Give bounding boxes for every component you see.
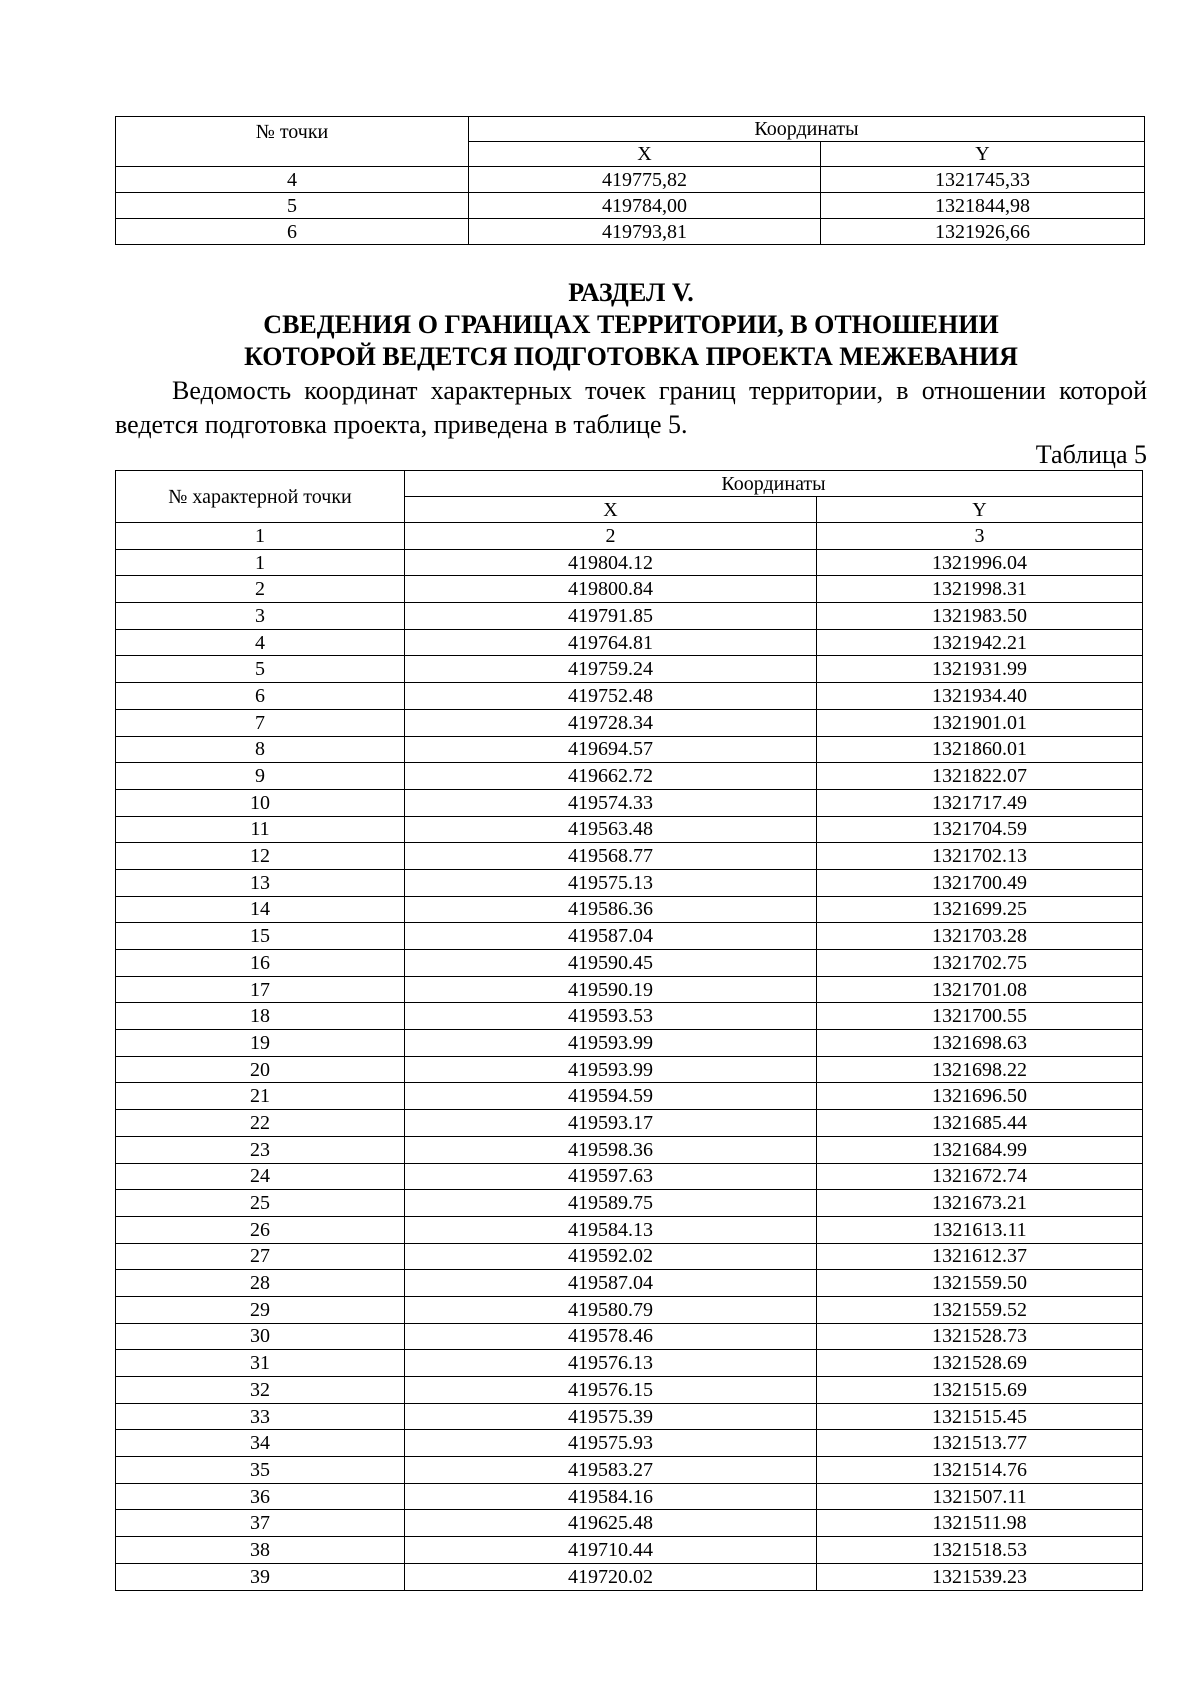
- coordinates-header: Координаты: [469, 117, 1145, 142]
- point-number-cell: 5: [116, 193, 469, 219]
- x-coordinate-cell: 419586.36: [405, 896, 817, 923]
- table-row: [116, 789, 1143, 816]
- point-number-cell: 23: [116, 1136, 405, 1163]
- y-coordinate-cell: 1321701.08: [817, 976, 1143, 1003]
- table-row: [116, 1350, 1143, 1377]
- y-coordinate-cell: 1321717.49: [817, 789, 1143, 816]
- intro-paragraph: Ведомость координат характерных точек границ территории, в отношении которой ведется подготовка проекта, приведена в таблице 5.: [115, 376, 1147, 439]
- y-coordinate-cell: 1321931.99: [817, 656, 1143, 683]
- x-coordinate-cell: 419578.46: [405, 1323, 817, 1350]
- x-coordinate-cell: 419590.19: [405, 976, 817, 1003]
- table-header-row: [116, 117, 1145, 142]
- point-number-cell: 39: [116, 1563, 405, 1590]
- table-row: [116, 1216, 1143, 1243]
- point-number-cell: 25: [116, 1190, 405, 1217]
- table-row: [116, 1457, 1143, 1484]
- x-coordinate-cell: 419576.15: [405, 1377, 817, 1404]
- point-number-cell: 21: [116, 1083, 405, 1110]
- x-coordinate-cell: 419593.53: [405, 1003, 817, 1030]
- x-coordinate-cell: 419584.13: [405, 1216, 817, 1243]
- x-coordinate-cell: 419575.39: [405, 1403, 817, 1430]
- y-coordinate-cell: 1321528.69: [817, 1350, 1143, 1377]
- table-row: [116, 1403, 1143, 1430]
- point-number-cell: 27: [116, 1243, 405, 1270]
- section-subtitle-line-1: СВЕДЕНИЯ О ГРАНИЦАХ ТЕРРИТОРИИ, В ОТНОШЕНИИ: [263, 310, 999, 339]
- point-number-cell: 20: [116, 1056, 405, 1083]
- y-coordinate-cell: 1321684.99: [817, 1136, 1143, 1163]
- y-coordinate-cell: 1321942.21: [817, 629, 1143, 656]
- y-coordinate-cell: 1321685.44: [817, 1110, 1143, 1137]
- column-number: 1: [116, 523, 405, 550]
- point-number-cell: 34: [116, 1430, 405, 1457]
- point-number-cell: 6: [116, 219, 469, 245]
- x-coordinate-cell: 419575.13: [405, 869, 817, 896]
- x-header: X: [405, 497, 817, 523]
- x-coordinate-cell: 419597.63: [405, 1163, 817, 1190]
- y-coordinate-cell: 1321673.21: [817, 1190, 1143, 1217]
- y-coordinate-cell: 1321696.50: [817, 1083, 1143, 1110]
- y-coordinate-cell: 1321514.76: [817, 1457, 1143, 1484]
- x-coordinate-cell: 419793,81: [469, 219, 821, 245]
- point-number-cell: 13: [116, 869, 405, 896]
- table-row: [116, 549, 1143, 576]
- table-row: [116, 1056, 1143, 1083]
- table-row: [116, 923, 1143, 950]
- column-number: 3: [817, 523, 1143, 550]
- table-row: [116, 656, 1143, 683]
- section-title: РАЗДЕЛ V.: [568, 278, 694, 307]
- y-coordinate-cell: 1321511.98: [817, 1510, 1143, 1537]
- table-row: [116, 629, 1143, 656]
- table-row: [116, 950, 1143, 977]
- point-number-cell: 31: [116, 1350, 405, 1377]
- y-coordinate-cell: 1321998.31: [817, 576, 1143, 603]
- point-number-header: № точки: [116, 117, 469, 167]
- y-coordinate-cell: 1321745,33: [821, 167, 1145, 193]
- coordinates-header: Координаты: [405, 471, 1143, 497]
- point-number-cell: 1: [116, 549, 405, 576]
- y-coordinate-cell: 1321901.01: [817, 709, 1143, 736]
- point-number-cell: 37: [116, 1510, 405, 1537]
- boundary-points-table: [115, 470, 1143, 1591]
- x-coordinate-cell: 419784,00: [469, 193, 821, 219]
- y-coordinate-cell: 1321539.23: [817, 1563, 1143, 1590]
- x-coordinate-cell: 419568.77: [405, 843, 817, 870]
- y-coordinate-cell: 1321672.74: [817, 1163, 1143, 1190]
- x-coordinate-cell: 419576.13: [405, 1350, 817, 1377]
- table-row: [116, 896, 1143, 923]
- coordinates-table-continued: [115, 116, 1145, 245]
- x-coordinate-cell: 419589.75: [405, 1190, 817, 1217]
- point-number-cell: 33: [116, 1403, 405, 1430]
- x-coordinate-cell: 419764.81: [405, 629, 817, 656]
- table-row: [116, 709, 1143, 736]
- x-coordinate-cell: 419563.48: [405, 816, 817, 843]
- table-row: [116, 1030, 1143, 1057]
- x-coordinate-cell: 419580.79: [405, 1296, 817, 1323]
- y-coordinate-cell: 1321559.52: [817, 1296, 1143, 1323]
- table-row: [116, 219, 1145, 245]
- point-number-cell: 12: [116, 843, 405, 870]
- point-number-cell: 14: [116, 896, 405, 923]
- point-number-cell: 30: [116, 1323, 405, 1350]
- table-row: [116, 1296, 1143, 1323]
- point-number-cell: 16: [116, 950, 405, 977]
- x-header: X: [469, 142, 821, 167]
- column-number-row: [116, 523, 1143, 550]
- x-coordinate-cell: 419575.93: [405, 1430, 817, 1457]
- table-row: [116, 1430, 1143, 1457]
- point-number-cell: 38: [116, 1537, 405, 1564]
- y-coordinate-cell: 1321844,98: [821, 193, 1145, 219]
- table-row: [116, 167, 1145, 193]
- table-row: [116, 816, 1143, 843]
- point-number-cell: 18: [116, 1003, 405, 1030]
- y-coordinate-cell: 1321926,66: [821, 219, 1145, 245]
- table-row: [116, 576, 1143, 603]
- y-coordinate-cell: 1321513.77: [817, 1430, 1143, 1457]
- x-coordinate-cell: 419625.48: [405, 1510, 817, 1537]
- y-coordinate-cell: 1321528.73: [817, 1323, 1143, 1350]
- y-coordinate-cell: 1321860.01: [817, 736, 1143, 763]
- point-number-cell: 36: [116, 1483, 405, 1510]
- point-number-cell: 10: [116, 789, 405, 816]
- x-coordinate-cell: 419590.45: [405, 950, 817, 977]
- table-row: [116, 1136, 1143, 1163]
- x-coordinate-cell: 419574.33: [405, 789, 817, 816]
- point-number-cell: 32: [116, 1377, 405, 1404]
- y-coordinate-cell: 1321559.50: [817, 1270, 1143, 1297]
- point-number-cell: 22: [116, 1110, 405, 1137]
- column-number: 2: [405, 523, 817, 550]
- table-caption: Таблица 5: [1035, 440, 1147, 469]
- table-row: [116, 1163, 1143, 1190]
- table-row: [116, 603, 1143, 630]
- x-coordinate-cell: 419791.85: [405, 603, 817, 630]
- point-number-cell: 4: [116, 167, 469, 193]
- y-coordinate-cell: 1321507.11: [817, 1483, 1143, 1510]
- y-coordinate-cell: 1321515.69: [817, 1377, 1143, 1404]
- x-coordinate-cell: 419720.02: [405, 1563, 817, 1590]
- point-number-cell: 17: [116, 976, 405, 1003]
- table-row: [116, 1270, 1143, 1297]
- point-number-cell: 9: [116, 763, 405, 790]
- x-coordinate-cell: 419728.34: [405, 709, 817, 736]
- point-number-cell: 6: [116, 683, 405, 710]
- point-number-cell: 8: [116, 736, 405, 763]
- x-coordinate-cell: 419594.59: [405, 1083, 817, 1110]
- y-coordinate-cell: 1321515.45: [817, 1403, 1143, 1430]
- y-header: Y: [821, 142, 1145, 167]
- table-row: [116, 1083, 1143, 1110]
- y-coordinate-cell: 1321518.53: [817, 1537, 1143, 1564]
- x-coordinate-cell: 419583.27: [405, 1457, 817, 1484]
- table-row: [116, 1563, 1143, 1590]
- point-number-cell: 5: [116, 656, 405, 683]
- point-number-cell: 26: [116, 1216, 405, 1243]
- y-coordinate-cell: 1321699.25: [817, 896, 1143, 923]
- y-coordinate-cell: 1321698.22: [817, 1056, 1143, 1083]
- table-row: [116, 1323, 1143, 1350]
- point-number-cell: 24: [116, 1163, 405, 1190]
- point-number-cell: 28: [116, 1270, 405, 1297]
- y-coordinate-cell: 1321702.75: [817, 950, 1143, 977]
- x-coordinate-cell: 419752.48: [405, 683, 817, 710]
- table-row: [116, 1377, 1143, 1404]
- x-coordinate-cell: 419662.72: [405, 763, 817, 790]
- table-row: [116, 1537, 1143, 1564]
- x-coordinate-cell: 419804.12: [405, 549, 817, 576]
- x-coordinate-cell: 419593.99: [405, 1030, 817, 1057]
- y-coordinate-cell: 1321704.59: [817, 816, 1143, 843]
- x-coordinate-cell: 419598.36: [405, 1136, 817, 1163]
- x-coordinate-cell: 419775,82: [469, 167, 821, 193]
- x-coordinate-cell: 419587.04: [405, 923, 817, 950]
- x-coordinate-cell: 419593.17: [405, 1110, 817, 1137]
- x-coordinate-cell: 419759.24: [405, 656, 817, 683]
- y-header: Y: [817, 497, 1143, 523]
- x-coordinate-cell: 419587.04: [405, 1270, 817, 1297]
- y-coordinate-cell: 1321996.04: [817, 549, 1143, 576]
- y-coordinate-cell: 1321700.55: [817, 1003, 1143, 1030]
- x-coordinate-cell: 419800.84: [405, 576, 817, 603]
- y-coordinate-cell: 1321703.28: [817, 923, 1143, 950]
- section-subtitle-line-2: КОТОРОЙ ВЕДЕТСЯ ПОДГОТОВКА ПРОЕКТА МЕЖЕВАНИЯ: [244, 342, 1018, 371]
- table-row: [116, 1243, 1143, 1270]
- point-number-cell: 7: [116, 709, 405, 736]
- table-row: [116, 869, 1143, 896]
- point-number-cell: 4: [116, 629, 405, 656]
- point-number-cell: 19: [116, 1030, 405, 1057]
- table-row: [116, 763, 1143, 790]
- x-coordinate-cell: 419694.57: [405, 736, 817, 763]
- table-row: [116, 683, 1143, 710]
- table-row: [116, 843, 1143, 870]
- x-coordinate-cell: 419592.02: [405, 1243, 817, 1270]
- table-row: [116, 1483, 1143, 1510]
- table-row: [116, 736, 1143, 763]
- table-row: [116, 1003, 1143, 1030]
- table-row: [116, 1110, 1143, 1137]
- point-number-cell: 2: [116, 576, 405, 603]
- point-number-cell: 29: [116, 1296, 405, 1323]
- y-coordinate-cell: 1321983.50: [817, 603, 1143, 630]
- x-coordinate-cell: 419593.99: [405, 1056, 817, 1083]
- table-row: [116, 1190, 1143, 1217]
- x-coordinate-cell: 419584.16: [405, 1483, 817, 1510]
- point-number-cell: 11: [116, 816, 405, 843]
- y-coordinate-cell: 1321934.40: [817, 683, 1143, 710]
- y-coordinate-cell: 1321698.63: [817, 1030, 1143, 1057]
- y-coordinate-cell: 1321613.11: [817, 1216, 1143, 1243]
- table-row: [116, 193, 1145, 219]
- point-number-cell: 15: [116, 923, 405, 950]
- table-header-row: [116, 471, 1143, 497]
- table-row: [116, 1510, 1143, 1537]
- point-number-header: № характерной точки: [116, 471, 405, 523]
- point-number-cell: 3: [116, 603, 405, 630]
- x-coordinate-cell: 419710.44: [405, 1537, 817, 1564]
- y-coordinate-cell: 1321822.07: [817, 763, 1143, 790]
- y-coordinate-cell: 1321700.49: [817, 869, 1143, 896]
- y-coordinate-cell: 1321612.37: [817, 1243, 1143, 1270]
- point-number-cell: 35: [116, 1457, 405, 1484]
- table-row: [116, 976, 1143, 1003]
- y-coordinate-cell: 1321702.13: [817, 843, 1143, 870]
